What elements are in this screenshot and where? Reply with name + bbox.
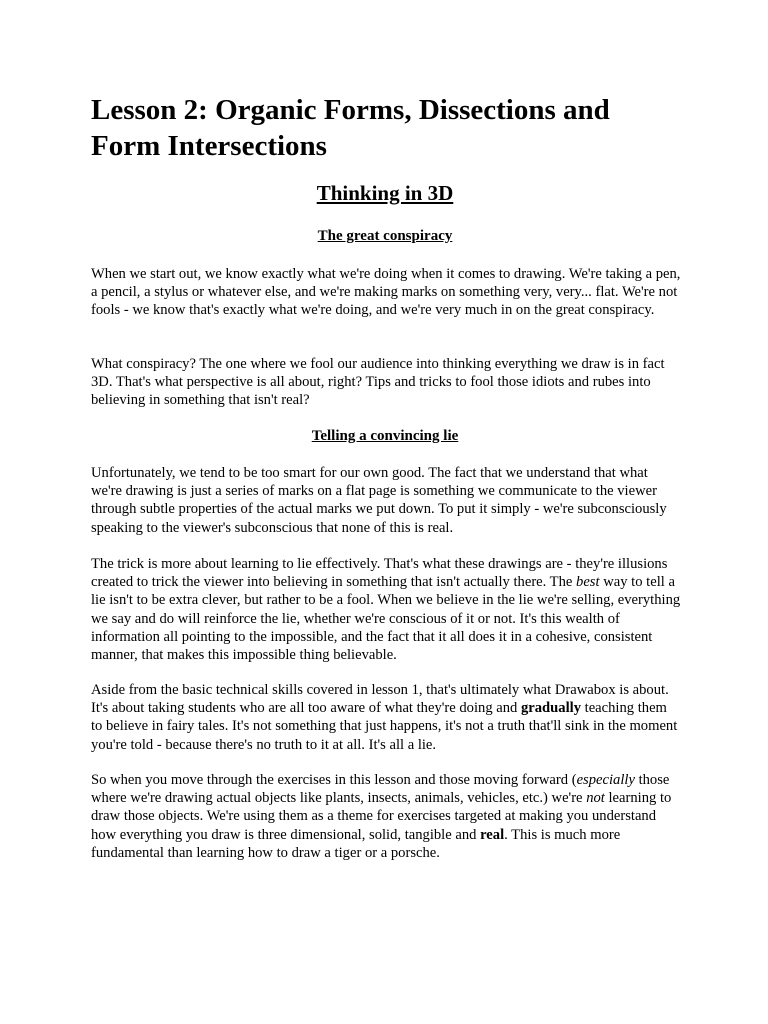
strong-text: real [480, 826, 505, 843]
text-run: way to tell a lie isn't to be extra clever, but rather to be a fool. When we believe in the lie we're selling, everything we say and do will reinforce the lie, whether we're conscious of it or not. It's this wealth of information all pointing to the impossible, and the fact that it all does it in a cohesive, consistent manner, that makes this impossible thing believable. [91, 574, 681, 664]
section-heading: Thinking in 3D [316, 181, 454, 205]
subsection-heading-convincing-lie: Telling a convincing lie [311, 428, 459, 444]
text-run: What conspiracy? The one where we fool our audience into thinking everything we draw is in fact 3D. That's what perspective is all about, right? Tips and tricks to fool those idiots and rubes into believing in something that isn't real? [91, 356, 665, 409]
text-run: So when you move through the exercises in this lesson and those moving forward ( [91, 772, 577, 788]
paragraph [91, 464, 681, 537]
text-run: those where we're drawing actual objects like plants, insects, animals, vehicles, etc.) we're [91, 772, 670, 807]
text-run: . This is much more fundamental than learning how to draw a tiger or a porsche. [91, 826, 621, 861]
text-run: The trick is more about learning to lie effectively. That's what these drawings are - they're illusions created to trick the viewer into believing in something that isn't actually there. The [91, 556, 668, 591]
text-run: teaching them to believe in fairy tales. It's not something that just happens, it's not a truth that'll sink in the moment you're told - because there's no truth to it at all. It's all a lie. [91, 700, 678, 753]
paragraph [91, 771, 681, 862]
text-run: learning to draw those objects. We're using them as a theme for exercises targeted at making you understand how everything you draw is three dimensional, solid, tangible and [91, 790, 672, 843]
text-run: When we start out, we know exactly what we're doing when it comes to drawing. We're taking a pen, a pencil, a stylus or whatever else, and we're making marks on something very, very... flat. We're not fools - we know that's exactly what we're doing, and we're very much in on the great conspiracy. [91, 266, 681, 319]
paragraph [91, 555, 681, 664]
text-run: Aside from the basic technical skills covered in lesson 1, that's ultimately what Drawabox is about. It's about taking students who are all too aware of what they're doing and [91, 682, 669, 717]
emphasis-text: best [576, 574, 600, 591]
text-run: Unfortunately, we tend to be too smart for our own good. The fact that we understand that what we're drawing is just a series of marks on a flat page is something we communicate to the viewer through subtle properties of the actual marks we put down. To put it simply - we're subconsciously speaking to the viewer's subconscious that none of this is real. [91, 465, 667, 536]
paragraph [91, 265, 681, 320]
subsection-heading-great-conspiracy: The great conspiracy [317, 228, 453, 244]
paragraph [91, 681, 681, 754]
emphasis-text: not [586, 790, 605, 807]
strong-text: gradually [520, 700, 581, 717]
document-page [91, 92, 683, 861]
emphasis-text: especially [576, 772, 635, 788]
document-title: Lesson 2: Organic Forms, Dissections and Form Intersections [91, 94, 610, 162]
paragraph [91, 355, 681, 410]
